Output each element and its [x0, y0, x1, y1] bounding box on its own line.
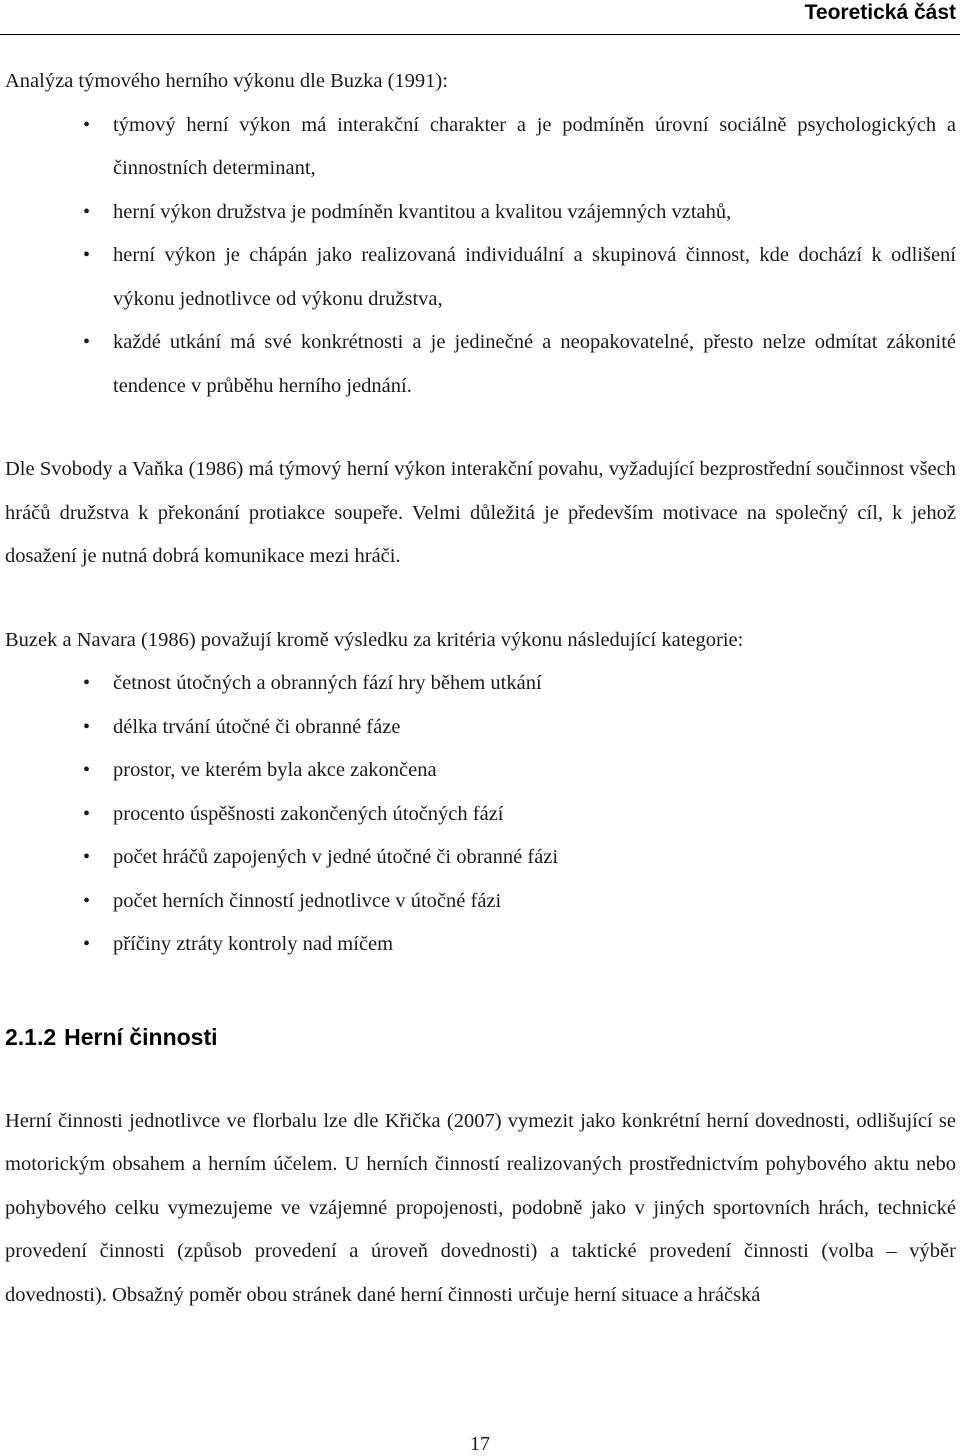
list-item-text: herní výkon družstva je podmíněn kvantitou a kvalitou vzájemných vztahů, — [113, 200, 732, 223]
bullet-icon: • — [83, 331, 91, 353]
list-item-text: prostor, ve kterém byla akce zakončena — [113, 759, 437, 781]
list-item-text: příčiny ztráty kontroly nad míčem — [113, 933, 394, 955]
bullet-icon: • — [83, 889, 91, 912]
section-heading — [5, 1022, 956, 1052]
running-header — [0, 0, 960, 35]
list-item-text: týmový herní výkon má interakční charakter a je podmíněn úrovní sociálně psychologických a činnostních determinant, — [113, 113, 956, 179]
bullet-icon: • — [83, 933, 91, 955]
bullet-icon: • — [83, 244, 91, 266]
list-item — [83, 662, 956, 706]
list-item-text: každé utkání má své konkrétnosti a je jedinečné a neopakovatelné, přesto nelze odmítat zákonité tendence v průběhu herního jednání. — [113, 331, 956, 397]
list-item — [83, 793, 956, 837]
page-content — [5, 60, 956, 1317]
svoboda-paragraph: Dle Svobody a Vaňka (1986) má týmový herní výkon interakční povahu, vyžadující bezprostřední součinnost všech hráčů družstva k překonání protiakce soupeře. Velmi důležitá je především motivace na společný cíl, k jehož dosažení je nutná dobrá komunikace mezi hráči. — [5, 458, 956, 567]
bullet-icon: • — [83, 113, 91, 136]
header-title: Teoretická část — [804, 1, 956, 24]
list-item — [83, 706, 956, 750]
section-number: 2.1.2 — [5, 1023, 57, 1050]
page-number: 17 — [470, 1433, 490, 1455]
list-item — [83, 234, 956, 321]
list-item — [83, 321, 956, 408]
list-item — [83, 104, 956, 191]
bullet-icon: • — [83, 846, 91, 868]
list-item-text: herní výkon je chápán jako realizovaná individuální a skupinová činnost, kde dochází k odlišení výkonu jednotlivce od výkonu družstva, — [113, 244, 956, 310]
list-item-text: počet herních činností jednotlivce v útočné fázi — [113, 889, 502, 912]
list-item — [83, 836, 956, 880]
herni-cinnosti-paragraph: Herní činnosti jednotlivce ve florbalu lze dle Křička (2007) vymezit jako konkrétní herní dovednosti, odlišující se motorickým obsahem a herním účelem. U herních činností realizovaných prostřednictvím pohybového aktu nebo pohybového celku vymezujeme ve vzájemné propojenosti, podobně jako v jiných sportovních hrách, technické provedení činnosti (způsob provedení a úroveň dovednosti) a taktické provedení činnosti (volba – výběr dovednosti). Obsažný poměr obou stránek dané herní činnosti určuje herní situace a hráčská — [5, 1109, 956, 1306]
bullet-icon: • — [83, 759, 91, 781]
list-item-text: délka trvání útočné či obranné fáze — [113, 715, 401, 738]
bullet-icon: • — [83, 672, 91, 694]
list-item-text: procento úspěšnosti zakončených útočných fází — [113, 802, 504, 825]
bullet-icon: • — [83, 802, 91, 825]
list-item — [83, 191, 956, 235]
bullet-icon: • — [83, 200, 91, 223]
navara-intro: Buzek a Navara (1986) považují kromě výsledku za kritéria výkonu následující kategorie: — [5, 628, 744, 651]
buzek-bullet-list — [5, 104, 956, 409]
buzek-intro: Analýza týmového herního výkonu dle Buzka (1991): — [5, 70, 448, 92]
list-item — [83, 749, 956, 793]
bullet-icon: • — [83, 715, 91, 738]
list-item — [83, 923, 956, 967]
navara-bullet-list — [5, 662, 956, 967]
section-title: Herní činnosti — [64, 1023, 218, 1050]
list-item-text: počet hráčů zapojených v jedné útočné či obranné fázi — [113, 846, 559, 868]
list-item — [83, 880, 956, 924]
list-item-text: četnost útočných a obranných fází hry během utkání — [113, 672, 542, 694]
